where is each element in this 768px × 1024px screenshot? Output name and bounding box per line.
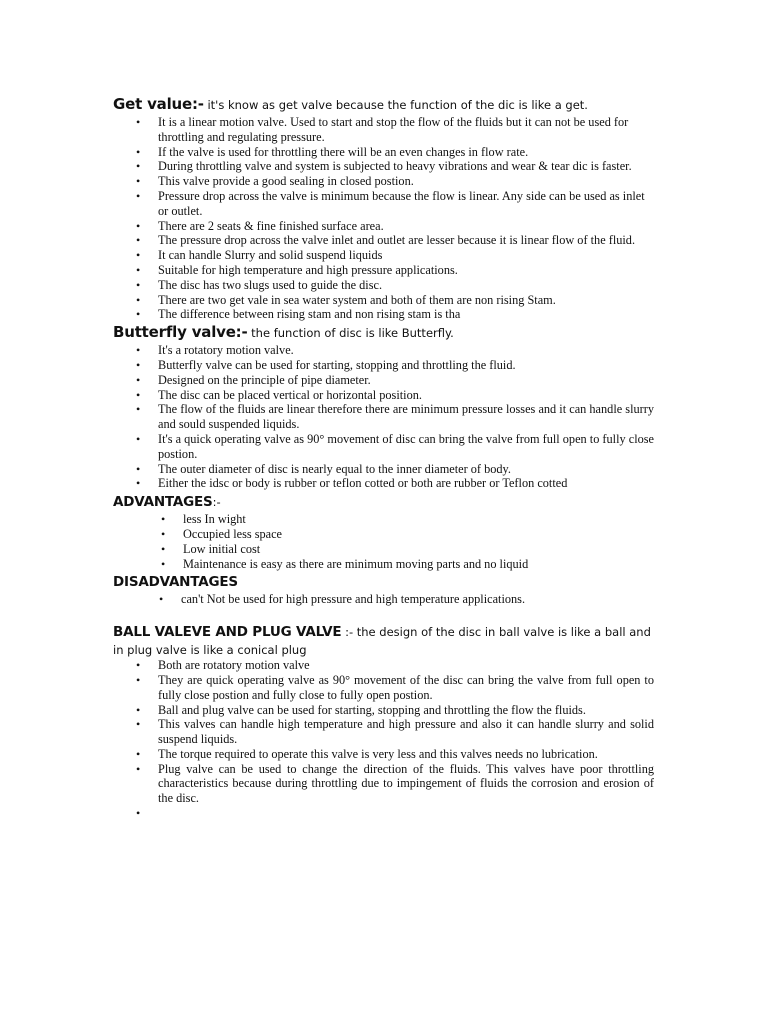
disadvantages-title: DISADVANTAGES	[113, 574, 238, 591]
list-item: • Both are rotatory motion valve	[158, 658, 654, 673]
list-item: • Low initial cost	[183, 542, 654, 557]
gate-valve-description: it's know as get valve because the function of the dic is like a get.	[203, 98, 588, 112]
butterfly-valve-heading	[113, 322, 654, 343]
list-item: • The torque required to operate this valve is very less and this valves needs no lubrication.	[158, 747, 654, 762]
list-item: • Occupied less space	[183, 527, 654, 542]
list-item: • This valves can handle high temperature and high pressure and also it can handle slurry and solid suspend liquids.	[158, 717, 654, 747]
gate-valve-title: Get value:-	[113, 95, 204, 113]
list-item: • The disc can be placed vertical or horizontal position.	[158, 388, 654, 403]
list-item: • Butterfly valve can be used for starting, stopping and throttling the fluid.	[158, 358, 654, 373]
list-item	[158, 806, 654, 821]
disadvantages-list	[113, 592, 654, 607]
list-item: • Ball and plug valve can be used for starting, stopping and throttling the flow the fluids.	[158, 703, 654, 718]
list-item: • It is a linear motion valve. Used to start and stop the flow of the fluids but it can not be used for throttling and regulating pressure.	[158, 115, 654, 145]
butterfly-valve-list	[113, 343, 654, 491]
list-item: • Pressure drop across the valve is minimum because the flow is linear. Any side can be used as inlet or outlet.	[158, 189, 654, 219]
list-item: • During throttling valve and system is subjected to heavy vibrations and wear & tear dic is faster.	[158, 159, 654, 174]
list-item: • This valve provide a good sealing in closed postion.	[158, 174, 654, 189]
list-item: • Maintenance is easy as there are minimum moving parts and no liquid	[183, 557, 654, 572]
butterfly-valve-title: Butterfly valve:-	[113, 323, 248, 342]
ball-plug-valve-list	[113, 658, 654, 821]
list-item: • The flow of the fluids are linear therefore there are minimum pressure losses and it can handle slurry and sould suspended liquids.	[158, 402, 654, 432]
list-item: • The difference between rising stam and non rising stam is tha	[158, 307, 654, 322]
butterfly-valve-description: the function of disc is like Butterfly.	[247, 326, 454, 341]
list-item: • Either the idsc or body is rubber or teflon cotted or both are rubber or Teflon cotted	[158, 476, 654, 491]
list-item: • There are two get vale in sea water system and both of them are non rising Stam.	[158, 293, 654, 308]
list-item: • The disc has two slugs used to guide the disc.	[158, 278, 654, 293]
list-item: • It's a quick operating valve as 90° movement of disc can bring the valve from full open to fully close postion.	[158, 432, 654, 462]
list-item: • The pressure drop across the valve inlet and outlet are lesser because it is linear flow of the fluid.	[158, 233, 654, 248]
disadvantages-heading	[113, 571, 654, 592]
list-item: • If the valve is used for throttling there will be an even changes in flow rate.	[158, 145, 654, 160]
list-item: • Suitable for high temperature and high pressure applications.	[158, 263, 654, 278]
ball-plug-valve-description: :- the design of the disc in ball valve is like a ball and in plug valve is like a conical plug	[113, 625, 651, 657]
gate-valve-list	[113, 115, 654, 322]
list-item: • It can handle Slurry and solid suspend liquids	[158, 248, 654, 263]
advantages-heading	[113, 491, 654, 512]
list-item: • It's a rotatory motion valve.	[158, 343, 654, 358]
ball-plug-valve-heading	[113, 623, 654, 658]
section-spacer	[113, 607, 654, 621]
gate-valve-heading	[113, 94, 654, 115]
advantages-title: ADVANTAGES	[113, 494, 213, 511]
list-item: • less In wight	[183, 512, 654, 527]
list-item: • can't Not be used for high pressure and high temperature applications.	[181, 592, 654, 607]
list-item: • There are 2 seats & fine finished surface area.	[158, 219, 654, 234]
list-item: • The outer diameter of disc is nearly equal to the inner diameter of body.	[158, 462, 654, 477]
ball-plug-valve-title: BALL VALEVE AND PLUG VALVE	[113, 624, 342, 641]
list-item: • Designed on the principle of pipe diameter.	[158, 373, 654, 388]
advantages-suffix: :-	[212, 495, 221, 510]
advantages-list	[113, 512, 654, 571]
list-item: • They are quick operating valve as 90° movement of the disc can bring the valve from full open to fully close postion and fully close to fully open postion.	[158, 673, 654, 703]
list-item: • Plug valve can be used to change the direction of the fluids. This valves have poor throttling characteristics because during throttling due to impingement of fluids the corrosion and erosion of the disc.	[158, 762, 654, 806]
